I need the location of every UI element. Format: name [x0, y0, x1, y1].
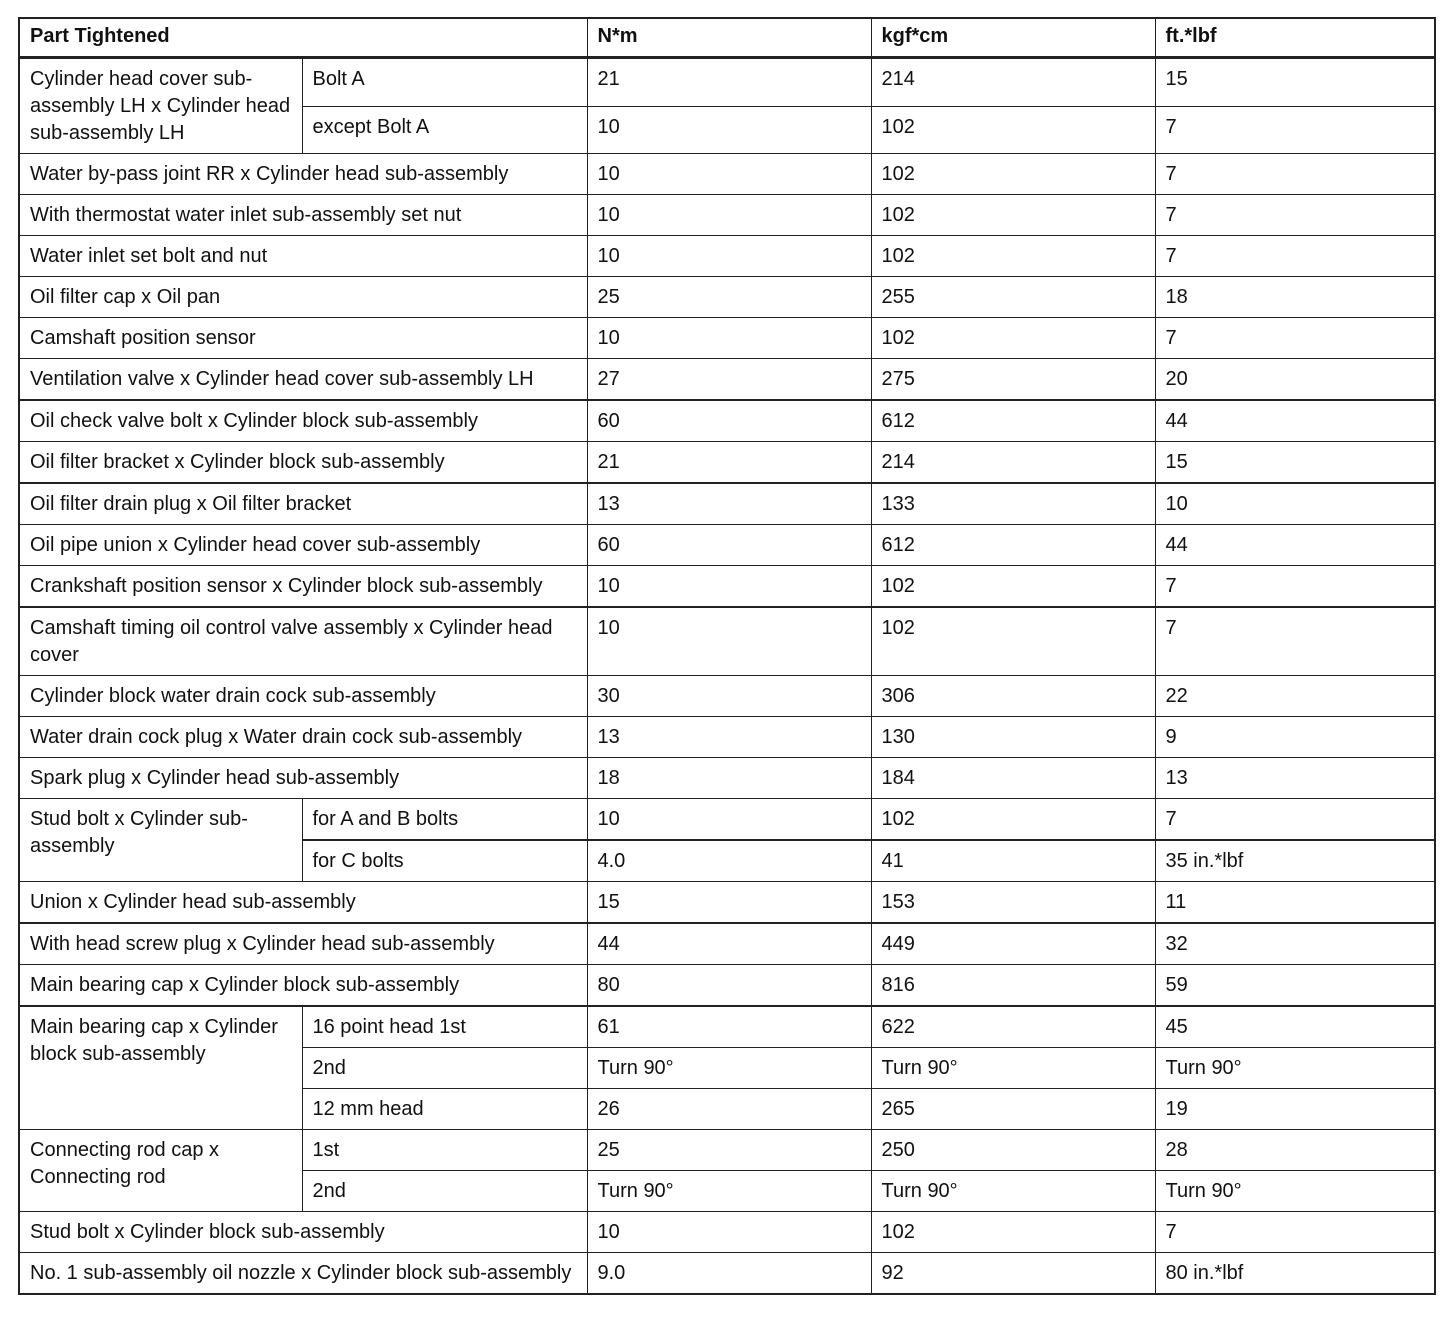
nm-cell: 10: [587, 106, 871, 153]
table-row: [19, 277, 1435, 318]
kgfcm-cell: 214: [871, 442, 1155, 484]
part-cell: Camshaft timing oil control valve assembly x Cylinder head cover: [19, 607, 587, 676]
kgfcm-cell: Turn 90°: [871, 1171, 1155, 1212]
nm-cell: 27: [587, 359, 871, 401]
table-row: [19, 676, 1435, 717]
sub-part-cell: 2nd: [302, 1171, 587, 1212]
kgfcm-cell: 306: [871, 676, 1155, 717]
table-row: [19, 1130, 1435, 1171]
part-cell: Oil check valve bolt x Cylinder block sub-assembly: [19, 400, 587, 442]
kgfcm-cell: 612: [871, 400, 1155, 442]
ftlbf-cell: Turn 90°: [1155, 1171, 1435, 1212]
kgfcm-cell: 41: [871, 840, 1155, 882]
table-row: [19, 195, 1435, 236]
nm-cell: 25: [587, 1130, 871, 1171]
header-kgfcm: kgf*cm: [871, 18, 1155, 58]
kgfcm-cell: 265: [871, 1089, 1155, 1130]
header-ftlbf: ft.*lbf: [1155, 18, 1435, 58]
kgfcm-cell: Turn 90°: [871, 1048, 1155, 1089]
ftlbf-cell: 19: [1155, 1089, 1435, 1130]
table-row: [19, 236, 1435, 277]
part-cell: Water inlet set bolt and nut: [19, 236, 587, 277]
nm-cell: 44: [587, 923, 871, 965]
nm-cell: 10: [587, 799, 871, 841]
nm-cell: 15: [587, 882, 871, 924]
nm-cell: 18: [587, 758, 871, 799]
table-row: [19, 318, 1435, 359]
kgfcm-cell: 102: [871, 236, 1155, 277]
ftlbf-cell: 32: [1155, 923, 1435, 965]
ftlbf-cell: 15: [1155, 442, 1435, 484]
part-cell: Oil filter cap x Oil pan: [19, 277, 587, 318]
table-row: [19, 442, 1435, 484]
table-row: [19, 154, 1435, 195]
part-cell: Water drain cock plug x Water drain cock sub-assembly: [19, 717, 587, 758]
nm-cell: 10: [587, 607, 871, 676]
table-row: [19, 525, 1435, 566]
nm-cell: 60: [587, 400, 871, 442]
ftlbf-cell: 59: [1155, 965, 1435, 1007]
ftlbf-cell: 80 in.*lbf: [1155, 1253, 1435, 1295]
part-cell: With head screw plug x Cylinder head sub-assembly: [19, 923, 587, 965]
table-row: [19, 717, 1435, 758]
header-part-tightened: Part Tightened: [19, 18, 587, 58]
ftlbf-cell: 45: [1155, 1006, 1435, 1048]
ftlbf-cell: 44: [1155, 525, 1435, 566]
table-row: [19, 400, 1435, 442]
nm-cell: 25: [587, 277, 871, 318]
kgfcm-cell: 275: [871, 359, 1155, 401]
part-cell: Oil filter bracket x Cylinder block sub-assembly: [19, 442, 587, 484]
table-row: [19, 882, 1435, 924]
nm-cell: 10: [587, 1212, 871, 1253]
kgfcm-cell: 102: [871, 318, 1155, 359]
table-row: [19, 923, 1435, 965]
nm-cell: 10: [587, 195, 871, 236]
ftlbf-cell: 7: [1155, 195, 1435, 236]
part-cell: With thermostat water inlet sub-assembly set nut: [19, 195, 587, 236]
nm-cell: 13: [587, 483, 871, 525]
kgfcm-cell: 133: [871, 483, 1155, 525]
nm-cell: 21: [587, 58, 871, 107]
nm-cell: 10: [587, 566, 871, 608]
kgfcm-cell: 612: [871, 525, 1155, 566]
ftlbf-cell: 18: [1155, 277, 1435, 318]
table-row: [19, 1253, 1435, 1295]
table-row: [19, 965, 1435, 1007]
part-cell: Camshaft position sensor: [19, 318, 587, 359]
ftlbf-cell: 44: [1155, 400, 1435, 442]
nm-cell: 30: [587, 676, 871, 717]
ftlbf-cell: 7: [1155, 106, 1435, 153]
kgfcm-cell: 102: [871, 607, 1155, 676]
part-cell: Main bearing cap x Cylinder block sub-assembly: [19, 1006, 302, 1130]
kgfcm-cell: 130: [871, 717, 1155, 758]
part-cell: Cylinder head cover sub-assembly LH x Cylinder head sub-assembly LH: [19, 58, 302, 154]
ftlbf-cell: 7: [1155, 236, 1435, 277]
kgfcm-cell: 102: [871, 1212, 1155, 1253]
table-row: [19, 1212, 1435, 1253]
nm-cell: 61: [587, 1006, 871, 1048]
ftlbf-cell: 13: [1155, 758, 1435, 799]
nm-cell: 80: [587, 965, 871, 1007]
table-row: [19, 1006, 1435, 1048]
nm-cell: 10: [587, 318, 871, 359]
sub-part-cell: Bolt A: [302, 58, 587, 107]
header-row: [19, 18, 1435, 58]
ftlbf-cell: 7: [1155, 318, 1435, 359]
table-row: [19, 359, 1435, 401]
torque-specification-table: [18, 17, 1436, 1295]
ftlbf-cell: 7: [1155, 154, 1435, 195]
nm-cell: 9.0: [587, 1253, 871, 1295]
nm-cell: 10: [587, 236, 871, 277]
nm-cell: 21: [587, 442, 871, 484]
sub-part-cell: 12 mm head: [302, 1089, 587, 1130]
ftlbf-cell: 15: [1155, 58, 1435, 107]
nm-cell: Turn 90°: [587, 1171, 871, 1212]
kgfcm-cell: 92: [871, 1253, 1155, 1295]
part-cell: Ventilation valve x Cylinder head cover sub-assembly LH: [19, 359, 587, 401]
table-row: [19, 758, 1435, 799]
sub-part-cell: 16 point head 1st: [302, 1006, 587, 1048]
kgfcm-cell: 255: [871, 277, 1155, 318]
nm-cell: Turn 90°: [587, 1048, 871, 1089]
sub-part-cell: 1st: [302, 1130, 587, 1171]
kgfcm-cell: 622: [871, 1006, 1155, 1048]
nm-cell: 13: [587, 717, 871, 758]
part-cell: Connecting rod cap x Connecting rod: [19, 1130, 302, 1212]
table-row: [19, 799, 1435, 841]
sub-part-cell: 2nd: [302, 1048, 587, 1089]
part-cell: Union x Cylinder head sub-assembly: [19, 882, 587, 924]
ftlbf-cell: Turn 90°: [1155, 1048, 1435, 1089]
part-cell: No. 1 sub-assembly oil nozzle x Cylinder block sub-assembly: [19, 1253, 587, 1295]
part-cell: Water by-pass joint RR x Cylinder head sub-assembly: [19, 154, 587, 195]
ftlbf-cell: 10: [1155, 483, 1435, 525]
part-cell: Main bearing cap x Cylinder block sub-assembly: [19, 965, 587, 1007]
ftlbf-cell: 22: [1155, 676, 1435, 717]
kgfcm-cell: 214: [871, 58, 1155, 107]
ftlbf-cell: 28: [1155, 1130, 1435, 1171]
kgfcm-cell: 102: [871, 195, 1155, 236]
part-cell: Oil pipe union x Cylinder head cover sub-assembly: [19, 525, 587, 566]
table-row: [19, 483, 1435, 525]
ftlbf-cell: 7: [1155, 799, 1435, 841]
nm-cell: 10: [587, 154, 871, 195]
table-row: [19, 566, 1435, 608]
kgfcm-cell: 102: [871, 106, 1155, 153]
part-cell: Spark plug x Cylinder head sub-assembly: [19, 758, 587, 799]
kgfcm-cell: 816: [871, 965, 1155, 1007]
kgfcm-cell: 102: [871, 566, 1155, 608]
part-cell: Stud bolt x Cylinder sub-assembly: [19, 799, 302, 882]
nm-cell: 4.0: [587, 840, 871, 882]
kgfcm-cell: 102: [871, 799, 1155, 841]
kgfcm-cell: 184: [871, 758, 1155, 799]
part-cell: Cylinder block water drain cock sub-assembly: [19, 676, 587, 717]
kgfcm-cell: 250: [871, 1130, 1155, 1171]
table-row: [19, 58, 1435, 107]
nm-cell: 60: [587, 525, 871, 566]
ftlbf-cell: 11: [1155, 882, 1435, 924]
table-body: [19, 58, 1435, 1295]
part-cell: Oil filter drain plug x Oil filter bracket: [19, 483, 587, 525]
header-nm: N*m: [587, 18, 871, 58]
kgfcm-cell: 153: [871, 882, 1155, 924]
table-row: [19, 607, 1435, 676]
part-cell: Crankshaft position sensor x Cylinder block sub-assembly: [19, 566, 587, 608]
ftlbf-cell: 7: [1155, 566, 1435, 608]
ftlbf-cell: 9: [1155, 717, 1435, 758]
kgfcm-cell: 102: [871, 154, 1155, 195]
part-cell: Stud bolt x Cylinder block sub-assembly: [19, 1212, 587, 1253]
ftlbf-cell: 7: [1155, 1212, 1435, 1253]
ftlbf-cell: 7: [1155, 607, 1435, 676]
kgfcm-cell: 449: [871, 923, 1155, 965]
ftlbf-cell: 20: [1155, 359, 1435, 401]
nm-cell: 26: [587, 1089, 871, 1130]
sub-part-cell: except Bolt A: [302, 106, 587, 153]
sub-part-cell: for A and B bolts: [302, 799, 587, 841]
sub-part-cell: for C bolts: [302, 840, 587, 882]
ftlbf-cell: 35 in.*lbf: [1155, 840, 1435, 882]
